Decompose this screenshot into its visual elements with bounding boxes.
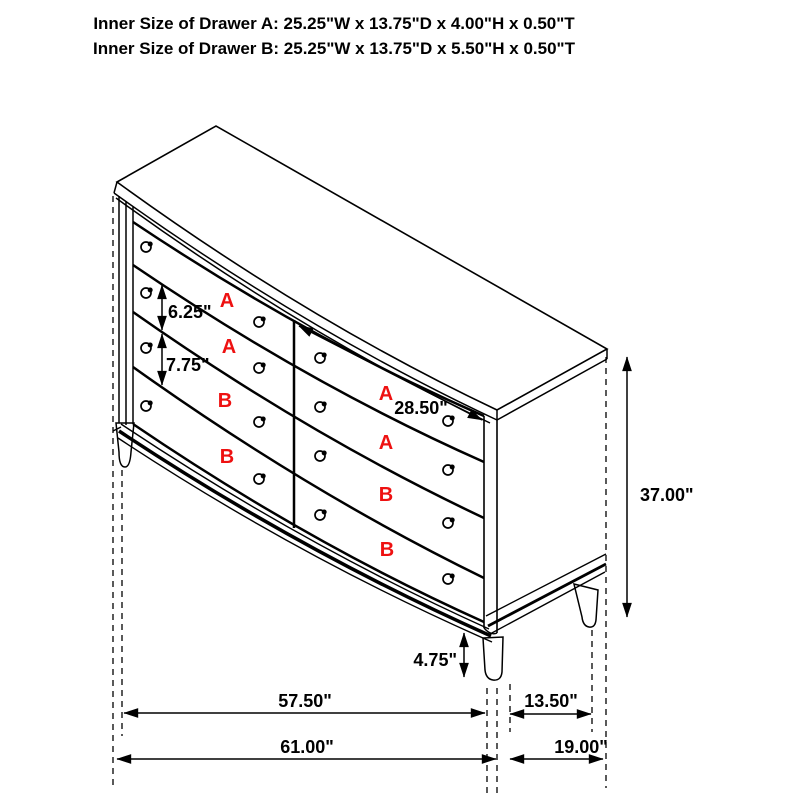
- drawer-knob: [254, 417, 266, 428]
- drawer-knob: [141, 242, 153, 253]
- drawer-label-left-2: A: [221, 336, 237, 358]
- dimension-value: 6.25": [168, 302, 212, 322]
- dimension-value: 19.00": [554, 737, 608, 757]
- dimension-side-legs-span: [510, 691, 591, 714]
- front-right-leg: [483, 637, 503, 680]
- drawer-bottom-edge: [133, 424, 484, 622]
- left-side-panel: [113, 196, 133, 431]
- drawer-knob: [443, 518, 455, 529]
- front-frame: [294, 320, 497, 634]
- back-right-leg: [574, 584, 598, 627]
- dimension-overall-width: [117, 737, 496, 759]
- dimension-value: 13.50": [524, 691, 578, 711]
- top-band-right-edge: [497, 359, 607, 420]
- drawer-knob: [315, 510, 327, 521]
- drawer-label-left-3: B: [217, 390, 233, 412]
- title-block: [93, 14, 576, 58]
- drawer-knob: [443, 465, 455, 476]
- dimension-value: 57.50": [278, 691, 332, 711]
- drawer-knob: [443, 574, 455, 585]
- dimension-drawer-opening-width: [299, 326, 482, 420]
- drawer-label-right-2: A: [378, 432, 394, 454]
- drawer-knob: [254, 474, 266, 485]
- drawer-label-right-1: A: [378, 383, 394, 405]
- dimension-value: 4.75": [413, 650, 457, 670]
- dimension-value: 37.00": [640, 485, 694, 505]
- right-panel-rail-top: [486, 554, 606, 616]
- dimension-drawer-a-height: [162, 285, 212, 330]
- base-molding-band: [119, 431, 491, 636]
- drawer-knob: [141, 401, 153, 412]
- drawer-label-left-1: A: [219, 290, 235, 312]
- dimension-leg-height: [413, 633, 464, 677]
- front-left-leg: [116, 423, 134, 467]
- drawer-knob: [315, 402, 327, 413]
- dimension-front-legs-span: [124, 691, 485, 713]
- drawer-label-right-4: B: [379, 539, 395, 561]
- drawer-knob: [254, 363, 266, 374]
- dimension-drawer-b-height: [162, 334, 210, 385]
- dresser-drawing: [113, 126, 607, 680]
- drawer-label-left-4: B: [219, 446, 235, 468]
- dimension-overall-height: [627, 357, 694, 617]
- drawer-knob: [141, 288, 153, 299]
- right-panel-rail-bottom: [490, 572, 605, 634]
- drawer-knob: [315, 353, 327, 364]
- dimension-value: 7.75": [166, 355, 210, 375]
- right-side-panel: [486, 554, 606, 634]
- dimension-line: [299, 326, 482, 420]
- dimension-value: 28.50": [394, 398, 448, 418]
- title-drawer-b: Inner Size of Drawer B: 25.25"W x 13.75"D x 5.50"H x 0.50"T: [92, 39, 576, 58]
- drawer-type-labels: [218, 290, 394, 561]
- drawer-knob: [254, 317, 266, 328]
- title-drawer-a: Inner Size of Drawer A: 25.25"W x 13.75"D x 4.00"H x 0.50"T: [93, 14, 575, 33]
- dimension-value: 61.00": [280, 737, 334, 757]
- base-molding: [118, 424, 492, 642]
- drawer-knob: [315, 451, 327, 462]
- top-band-left-edge: [114, 182, 117, 193]
- drawer-separator-curves: [133, 222, 484, 622]
- drawer-label-right-3: B: [378, 484, 394, 506]
- dimension-overall-depth: [510, 737, 608, 759]
- drawer-knob: [141, 343, 153, 354]
- right-panel-rail-band: [488, 564, 606, 626]
